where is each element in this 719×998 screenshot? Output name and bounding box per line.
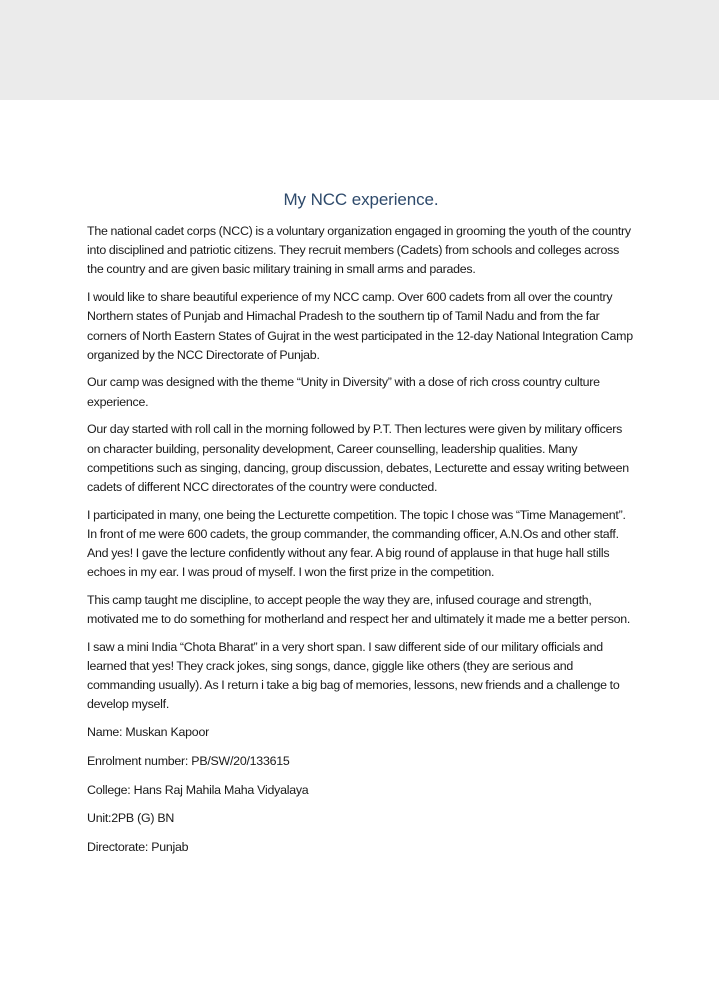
document-title: My NCC experience. bbox=[283, 190, 439, 209]
paragraph-intro: The national cadet corps (NCC) is a voluntary organization engaged in grooming the youth of the country into disciplined and patriotic citizens. They recruit members (Cadets) from schools and colleges across the country and are given basic military training in small arms and parades. bbox=[87, 224, 631, 277]
paragraph-chota-bharat: I saw a mini India “Chota Bharat” in a very short span. I saw different side of our military officials and learned that yes! They crack jokes, sing songs, dance, giggle like others (they are serious and commanding usually). As I return i take a big bag of memories, lessons, new friends and a challenge to develop myself. bbox=[87, 639, 620, 712]
document-page bbox=[87, 188, 635, 867]
paragraph-lessons: This camp taught me discipline, to accept people the way they are, infused courage and strength, motivated me to do something for motherland and respect her and ultimately it made me a better person. bbox=[87, 592, 631, 627]
field-unit: Unit:2PB (G) BN bbox=[87, 811, 175, 826]
paragraph-theme: Our camp was designed with the theme “Unity in Diversity” with a dose of rich cross country culture experience. bbox=[87, 375, 600, 409]
field-directorate: Directorate: Punjab bbox=[87, 839, 189, 854]
field-enrolment-number: Enrolment number: PB/SW/20/133615 bbox=[87, 753, 290, 768]
paragraph-camp-overview: I would like to share beautiful experience of my NCC camp. Over 600 cadets from all over the country Northern states of Punjab and Himachal Pradesh to the southern tip of Tamil Nadu and from the far corners of North Eastern States of Gujrat in the west participated in the 12-day National Integration Camp organized by the NCC Directorate of Punjab. bbox=[87, 290, 633, 362]
field-college: College: Hans Raj Mahila Maha Vidyalaya bbox=[87, 782, 309, 797]
field-name: Name: Muskan Kapoor bbox=[87, 725, 209, 740]
paragraph-lecturette: I participated in many, one being the Lecturette competition. The topic I chose was “Time Management”. In front of me were 600 cadets, the group commander, the commanding officer, A.N.Os and other staff. And yes! I gave the lecture confidently without any fear. A big round of applause in that huge hall stills echoes in my ear. I was proud of myself. I won the first prize in the competition. bbox=[87, 507, 626, 580]
top-gray-band bbox=[0, 0, 719, 100]
paragraph-daily-routine: Our day started with roll call in the morning followed by P.T. Then lectures were given by military officers on character building, personality development, Career counselling, leadership qualities. Many competitions such as singing, dancing, group discussion, debates, Lecturette and essay writing between cadets of different NCC directorates of the country were conducted. bbox=[87, 422, 629, 494]
